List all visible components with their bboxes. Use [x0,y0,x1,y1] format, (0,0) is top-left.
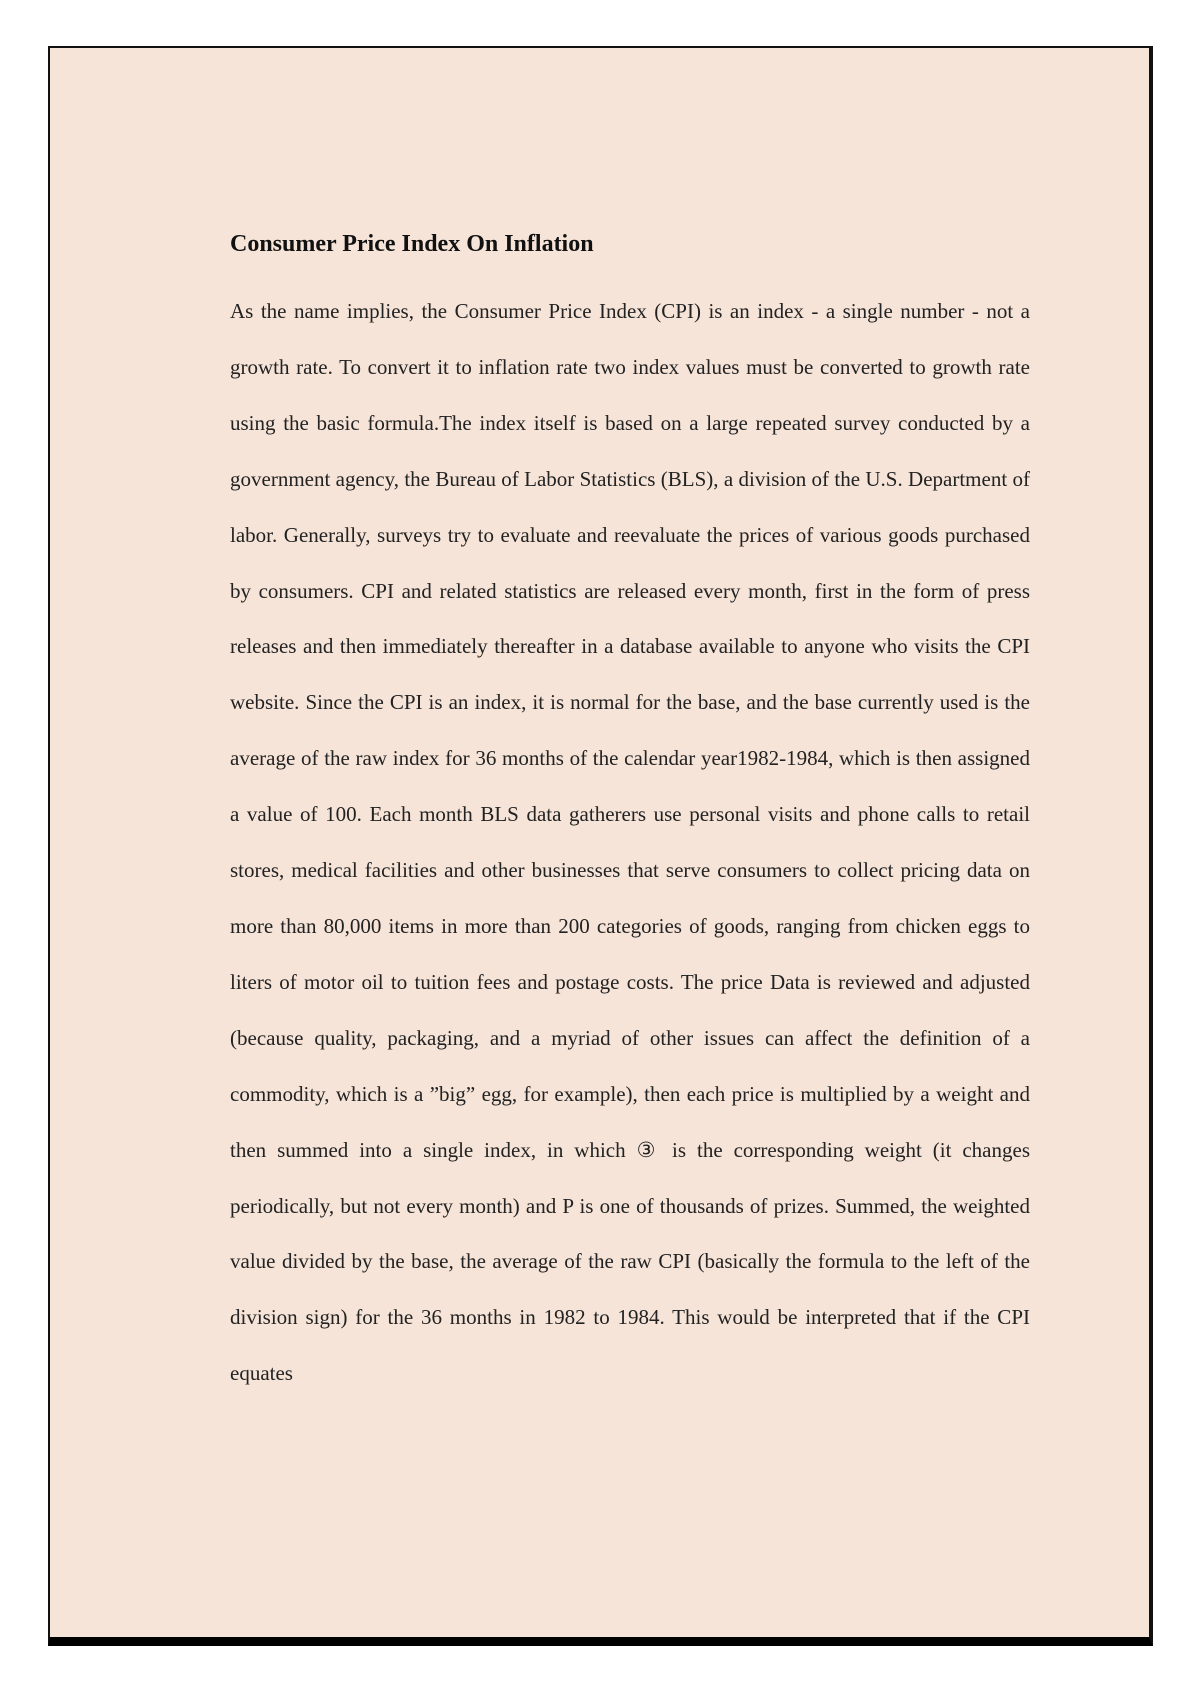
document-body-paragraph: As the name implies, the Consumer Price Index (CPI) is an index - a single number - not a growth rate. To convert it to inflation rate two index values must be converted to growth rate using the basic formula.The index itself is based on a large repeated survey conducted by a government agency, the Bureau of Labor Statistics (BLS), a division of the U.S. Department of labor. Generally, surveys try to evaluate and reevaluate the prices of various goods purchased by consumers. CPI and related statistics are released every month, first in the form of press releases and then immediately thereafter in a database available to anyone who visits the CPI website. Since the CPI is an index, it is normal for the base, and the base currently used is the average of the raw index for 36 months of the calendar year1982-1984, which is then assigned a value of 100. Each month BLS data gatherers use personal visits and phone calls to retail stores, medical facilities and other businesses that serve consumers to collect pricing data on more than 80,000 items in more than 200 categories of goods, ranging from chicken eggs to liters of motor oil to tuition fees and postage costs. The price Data is reviewed and adjusted (because quality, packaging, and a myriad of other issues can affect the definition of a commodity, which is a ”big” egg, for example), then each price is multiplied by a weight and then summed into a single index, in which ③ is the corresponding weight (it changes periodically, but not every month) and P is one of thousands of prizes. Summed, the weighted value divided by the base, the average of the raw CPI (basically the formula to the left of the division sign) for the 36 months in 1982 to 1984. This would be interpreted that if the CPI equates [230,299,1030,1386]
document-title: Consumer Price Index On Inflation [230,231,594,257]
document-page [48,46,1153,1646]
document-content [230,228,1030,1402]
